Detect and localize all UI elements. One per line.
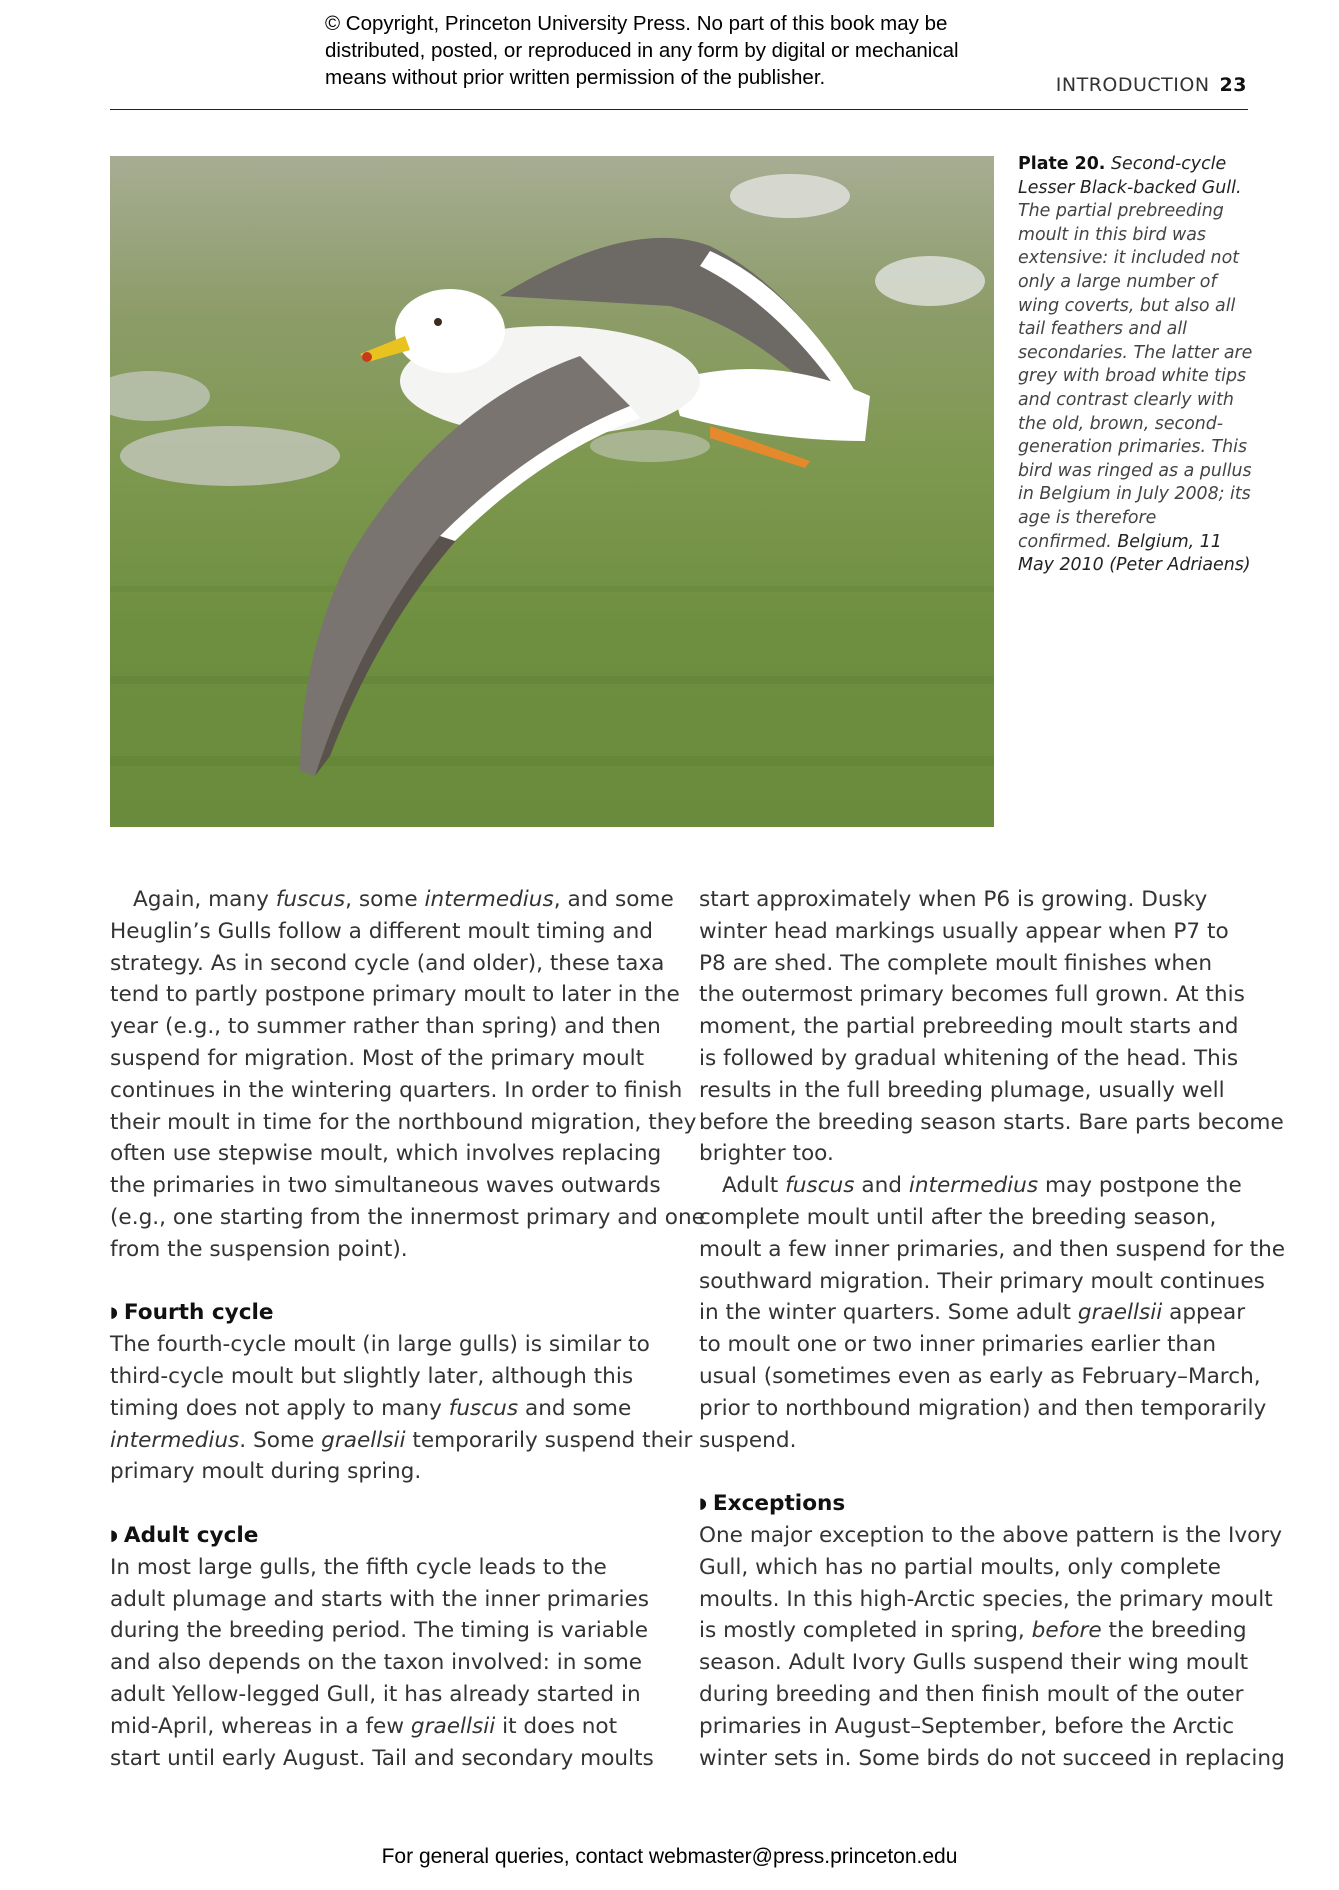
text-line [110, 1107, 697, 1139]
text-run: strategy. As in second cycle (and older), these taxa [110, 950, 665, 976]
text-line [110, 1615, 662, 1647]
text-line [110, 1456, 662, 1488]
text-run: timing does not apply to many [110, 1395, 449, 1421]
text-run: the primaries in two simultaneous waves outwards [110, 1173, 661, 1199]
text-run: adult plumage and starts with the inner primaries [110, 1586, 650, 1612]
heading-text: Adult cycle [123, 1522, 259, 1548]
photo-caption [1018, 153, 1253, 578]
text-run: winter head markings usually appear when P7 to [699, 918, 1229, 944]
section-heading-fourth-cycle [110, 1297, 662, 1329]
paragraph [699, 884, 1284, 1170]
text-run: usual (sometimes even as early as February–March, [699, 1363, 1261, 1389]
text-run: Adult [722, 1173, 786, 1199]
text-run: One major exception to the above pattern is the Ivory [699, 1522, 1283, 1548]
text-run: the breeding [1101, 1618, 1247, 1644]
text-run: (e.g., one starting from the innermost primary and one [110, 1204, 705, 1230]
text-run: moment, the partial prebreeding moult starts and [699, 1014, 1239, 1040]
text-line [110, 1234, 662, 1266]
text-run: continues in the wintering quarters. In order to finish [110, 1077, 683, 1103]
text-run: may postpone the [1038, 1173, 1242, 1199]
text-line [110, 1011, 662, 1043]
text-run: tend to partly postpone primary moult to later in the [110, 982, 680, 1008]
italic-term: intermedius [908, 1173, 1039, 1199]
text-run: southward migration. Their primary moult continues [699, 1268, 1265, 1294]
text-run: to moult one or two inner primaries earlier than [699, 1332, 1217, 1358]
text-line [699, 1647, 1251, 1679]
text-run: winter sets in. Some birds do not succeed in replacing [699, 1745, 1285, 1771]
text-run: mid-April, whereas in a few [110, 1713, 411, 1739]
text-run: during breeding and then finish moult of the outer [699, 1681, 1244, 1707]
text-line [699, 1075, 1251, 1107]
paragraph [699, 1170, 1286, 1456]
italic-term: fuscus [275, 887, 346, 912]
italic-term: intermedius [110, 1427, 240, 1453]
footer-contact: For general queries, contact webmaster@press.princeton.edu [381, 1845, 958, 1868]
text-line [699, 1393, 1267, 1425]
text-run: from the suspension point). [110, 1236, 408, 1262]
plate-title: Second-cycle Lesser Black-backed Gull. [1018, 154, 1242, 198]
italic-term: graellsii [321, 1427, 406, 1453]
text-run: P8 are shed. The complete moult finishes when [699, 950, 1213, 976]
text-line [699, 1297, 1251, 1329]
text-line [699, 1138, 1251, 1170]
text-run: moult a few inner primaries, and then suspend for the [699, 1236, 1286, 1262]
text-line [110, 1361, 662, 1393]
text-run: in the winter quarters. Some adult [699, 1300, 1078, 1326]
text-run: moults. In this high-Arctic species, the primary moult [699, 1586, 1273, 1612]
paragraph [110, 884, 705, 1266]
text-line [699, 979, 1251, 1011]
copyright-notice [325, 10, 1045, 91]
text-run: , and some [553, 887, 674, 912]
text-line [699, 1361, 1261, 1393]
text-run: the outermost primary becomes full grown. At this [699, 982, 1245, 1008]
text-line [699, 1234, 1286, 1266]
italic-term: fuscus [448, 1395, 519, 1421]
half-circle-bullet-icon: ◗ [110, 1303, 118, 1322]
text-line [110, 1425, 693, 1457]
text-line [699, 1011, 1251, 1043]
text-line [110, 916, 662, 948]
text-run: suspend for migration. Most of the primary moult [110, 1045, 645, 1071]
text-run: primaries in August–September, before the Arctic [699, 1713, 1235, 1739]
paragraph [110, 1329, 693, 1488]
paragraph [699, 1520, 1285, 1774]
text-line [110, 1043, 662, 1075]
text-run: start approximately when P6 is growing. Dusky [699, 887, 1208, 912]
section-heading-exceptions [699, 1488, 1251, 1520]
text-run: prior to northbound migration) and then temporarily [699, 1395, 1267, 1421]
text-run: primary moult during spring. [110, 1459, 422, 1485]
text-run: The fourth-cycle moult (in large gulls) is similar to [110, 1332, 650, 1358]
text-run: is followed by gradual whitening of the head. This [699, 1045, 1239, 1071]
text-line [699, 1107, 1284, 1139]
text-line [699, 1520, 1283, 1552]
italic-term: graellsii [1077, 1300, 1163, 1326]
text-line [110, 1679, 662, 1711]
italic-term: before [1031, 1618, 1102, 1644]
text-line [699, 1329, 1251, 1361]
text-line [699, 1743, 1285, 1775]
text-run: start until early August. Tail and secondary moults [110, 1745, 654, 1771]
text-line [110, 1552, 662, 1584]
text-line [699, 1615, 1251, 1647]
italic-term: graellsii [410, 1713, 496, 1739]
section-title: INTRODUCTION [1055, 74, 1210, 96]
text-line [699, 1425, 1251, 1457]
text-line [110, 1075, 683, 1107]
text-run: third-cycle moult but slightly later, although this [110, 1363, 634, 1389]
text-run: and some [518, 1395, 632, 1421]
text-run: Gull, which has no partial moults, only complete [699, 1554, 1221, 1580]
text-run: brighter too. [699, 1141, 834, 1167]
text-line [699, 916, 1251, 948]
italic-term: fuscus [785, 1173, 855, 1199]
text-line [110, 1202, 705, 1234]
text-run: , some [345, 887, 425, 912]
text-run: . Some [239, 1427, 322, 1453]
text-line [699, 1202, 1251, 1234]
gull-illustration [110, 156, 994, 827]
half-circle-bullet-icon: ◗ [110, 1525, 118, 1544]
photo-credit: Belgium, 11 May 2010 (Peter Adriaens) [1018, 531, 1251, 576]
text-run: adult Yellow-legged Gull, it has already started in [110, 1681, 641, 1707]
text-run: year (e.g., to summer rather than spring) and then [110, 1014, 661, 1040]
text-line [110, 1138, 662, 1170]
text-run: and [854, 1173, 909, 1199]
text-run: is mostly completed in spring, [699, 1618, 1032, 1644]
text-run: In most large gulls, the fifth cycle leads to the [110, 1554, 607, 1580]
gull-photo [110, 156, 994, 827]
paragraph [110, 1552, 662, 1775]
text-run: complete moult until after the breeding season, [699, 1204, 1217, 1230]
right-column [699, 884, 1286, 1774]
text-line [110, 948, 665, 980]
text-run: Heuglin’s Gulls follow a different moult timing and [110, 918, 653, 944]
caption-body: The partial prebreeding moult in this bird was extensive: it included not only a large number of wing coverts, but also all tail feathers and all secondaries. The latter are grey with broad white tips and contrast clearly with the old, brown, second-generation primaries. This bird was ringed as a pullus in Belgium in July 2008; its age is therefore confirmed. [1018, 201, 1253, 552]
text-run: temporarily suspend their [405, 1427, 693, 1453]
text-run: often use stepwise moult, which involves replacing [110, 1141, 662, 1167]
text-line [110, 1329, 662, 1361]
left-column [110, 884, 705, 1774]
text-line [110, 1711, 662, 1743]
copyright-line: distributed, posted, or reproduced in any form by digital or mechanical [325, 39, 959, 62]
text-line [110, 1393, 662, 1425]
heading-text: Fourth cycle [123, 1300, 274, 1326]
text-line [699, 1711, 1251, 1743]
text-line [699, 1043, 1251, 1075]
spacer [110, 1266, 662, 1298]
text-run: Again, many [133, 887, 276, 912]
text-run: and also depends on the taxon involved: in some [110, 1650, 643, 1676]
copyright-line: © Copyright, Princeton University Press. No part of this book may be [325, 12, 948, 35]
text-line [699, 884, 1251, 916]
half-circle-bullet-icon: ◗ [699, 1494, 707, 1513]
text-line [699, 1584, 1273, 1616]
text-run: their moult in time for the northbound migration, they [110, 1109, 697, 1135]
copyright-line: means without prior written permission of the publisher. [325, 66, 826, 89]
text-run: results in the full breeding plumage, usually well [699, 1077, 1225, 1103]
text-line [699, 1552, 1251, 1584]
page-number: 23 [1219, 74, 1247, 96]
spacer [699, 1456, 1251, 1488]
text-line [110, 979, 680, 1011]
heading-text: Exceptions [712, 1491, 846, 1517]
text-run: season. Adult Ivory Gulls suspend their wing moult [699, 1650, 1249, 1676]
text-run: before the breeding season starts. Bare parts become [699, 1109, 1284, 1135]
text-line [110, 1584, 662, 1616]
text-line [699, 948, 1251, 980]
plate-label: Plate 20. [1018, 154, 1106, 174]
text-run: during the breeding period. The timing is variable [110, 1618, 648, 1644]
text-line [110, 1743, 662, 1775]
section-heading-adult-cycle [110, 1520, 662, 1552]
text-run: suspend. [699, 1427, 797, 1453]
text-run: appear [1162, 1300, 1246, 1326]
text-line [110, 1170, 662, 1202]
text-line [110, 884, 674, 916]
spacer [110, 1488, 662, 1520]
italic-term: intermedius [424, 887, 554, 912]
text-run: it does not [495, 1713, 618, 1739]
running-head [1056, 74, 1247, 96]
text-line [110, 1647, 662, 1679]
text-line [699, 1266, 1265, 1298]
text-line [699, 1679, 1251, 1711]
text-line [699, 1170, 1251, 1202]
header-rule [110, 109, 1248, 110]
